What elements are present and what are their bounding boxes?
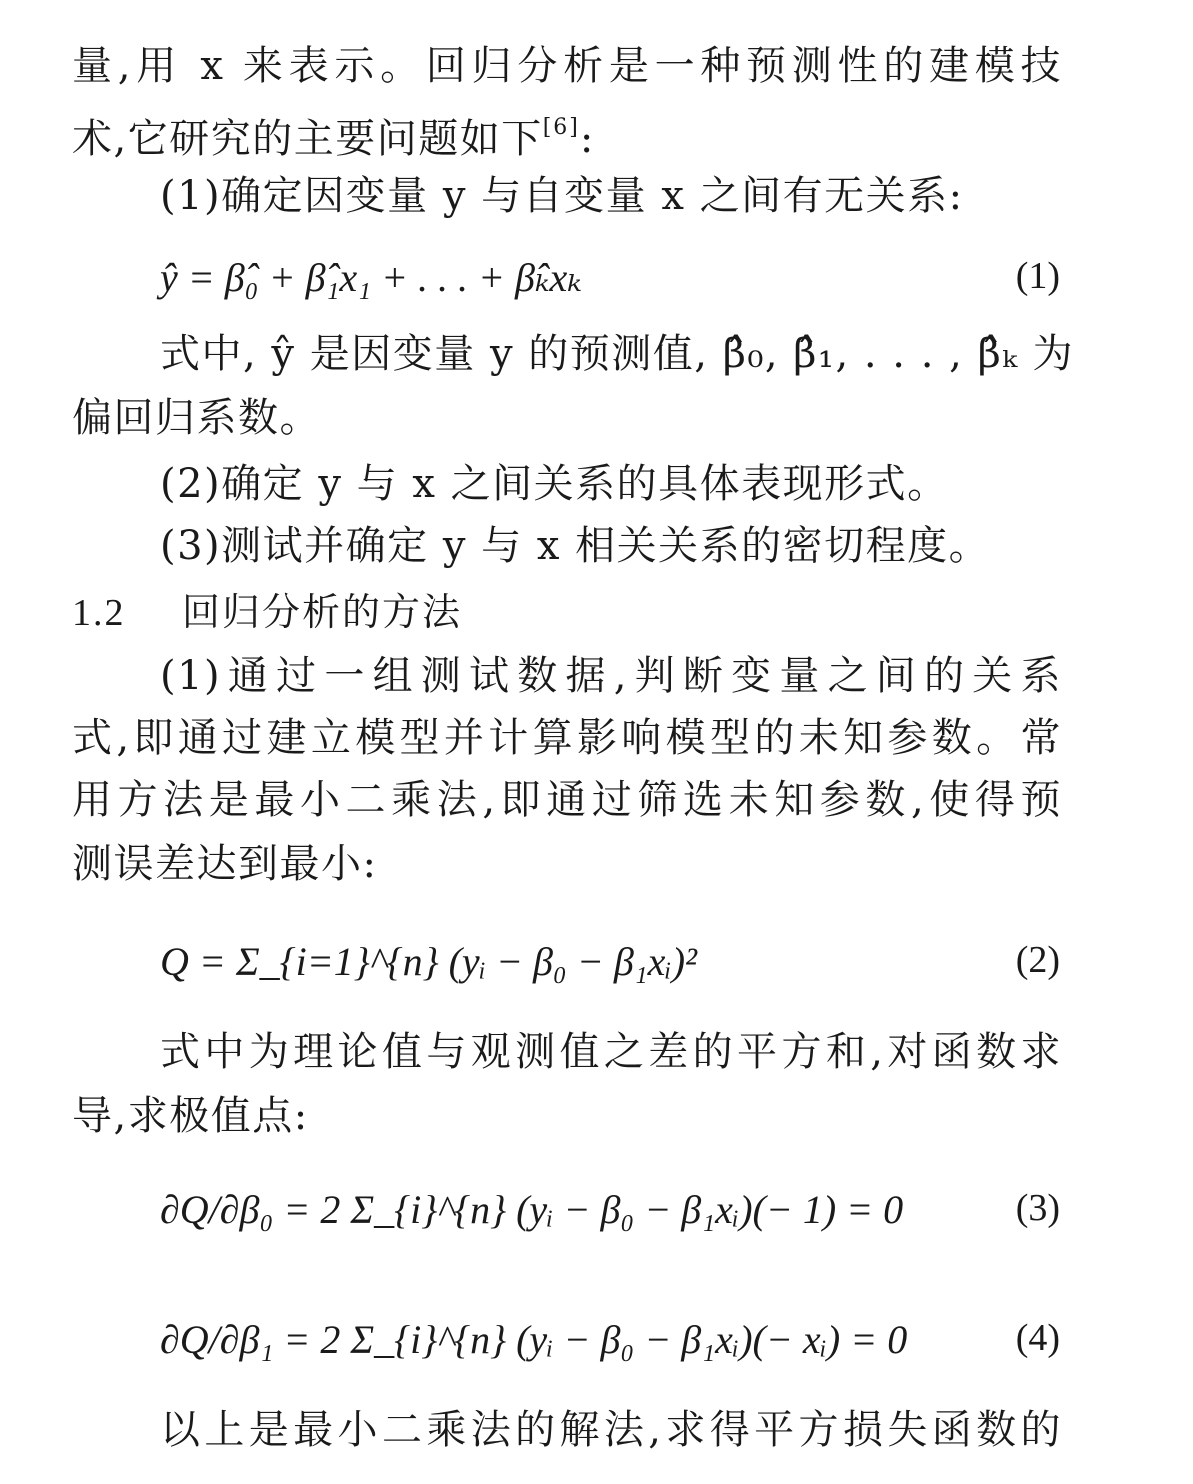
paragraph-line: 测误差达到最小: xyxy=(72,841,378,887)
list-item-2: (2)确定 y 与 x 之间关系的具体表现形式。 xyxy=(160,461,949,507)
equation-4-formula: ∂Q/∂β₁ = 2 Σ_{i}^{n} (yᵢ − β₀ − β₁xᵢ)(− xᵢ) = 0 xyxy=(160,1317,908,1362)
equation-note-line: 导,求极值点: xyxy=(72,1093,309,1139)
equation-3-number: (3) xyxy=(1015,1187,1060,1229)
colon: : xyxy=(579,116,595,162)
paragraph-line: (1)通过一组测试数据,判断变量之间的关系 xyxy=(160,653,1062,699)
section-heading xyxy=(72,588,1062,637)
equation-2 xyxy=(160,938,1060,985)
equation-note-line: 偏回归系数。 xyxy=(72,395,321,441)
equation-1 xyxy=(160,254,1060,301)
paragraph-line-with-citation xyxy=(72,104,1062,163)
equation-1-number: (1) xyxy=(1015,255,1060,297)
equation-note-line: 式中为理论值与观测值之差的平方和,对函数求 xyxy=(160,1029,1062,1075)
equation-2-formula: Q = Σ_{i=1}^{n} (yᵢ − β₀ − β₁xᵢ)² xyxy=(160,939,698,984)
equation-3-formula: ∂Q/∂β₀ = 2 Σ_{i}^{n} (yᵢ − β₀ − β₁xᵢ)(− 1) = 0 xyxy=(160,1187,904,1232)
list-item-1: (1)确定因变量 y 与自变量 x 之间有无关系: xyxy=(160,173,964,219)
equation-4 xyxy=(160,1316,1060,1363)
paragraph-line: 以上是最小二乘法的解法,求得平方损失函数的 xyxy=(160,1407,1062,1453)
equation-3 xyxy=(160,1186,1060,1233)
section-number: 1.2 xyxy=(72,592,126,634)
paragraph-text: 术,它研究的主要问题如下 xyxy=(72,116,543,162)
equation-4-number: (4) xyxy=(1015,1317,1060,1359)
equation-note-line: 式中, ŷ 是因变量 y 的预测值, β̂₀, β̂₁, . . . , β̂ₖ 为 xyxy=(160,331,1075,377)
paragraph-line: 量,用 x 来表示。回归分析是一种预测性的建模技 xyxy=(72,43,1062,89)
paragraph-line: 用方法是最小二乘法,即通过筛选未知参数,使得预 xyxy=(72,777,1062,823)
citation-ref: [6] xyxy=(542,115,580,140)
equation-1-formula: ŷ = β̂₀ + β̂₁x₁ + . . . + β̂ₖxₖ xyxy=(160,255,582,300)
list-item-3: (3)测试并确定 y 与 x 相关关系的密切程度。 xyxy=(160,523,991,569)
section-title: 回归分析的方法 xyxy=(182,590,463,634)
equation-2-number: (2) xyxy=(1015,939,1060,981)
paragraph-line: 式,即通过建立模型并计算影响模型的未知参数。常 xyxy=(72,715,1062,761)
